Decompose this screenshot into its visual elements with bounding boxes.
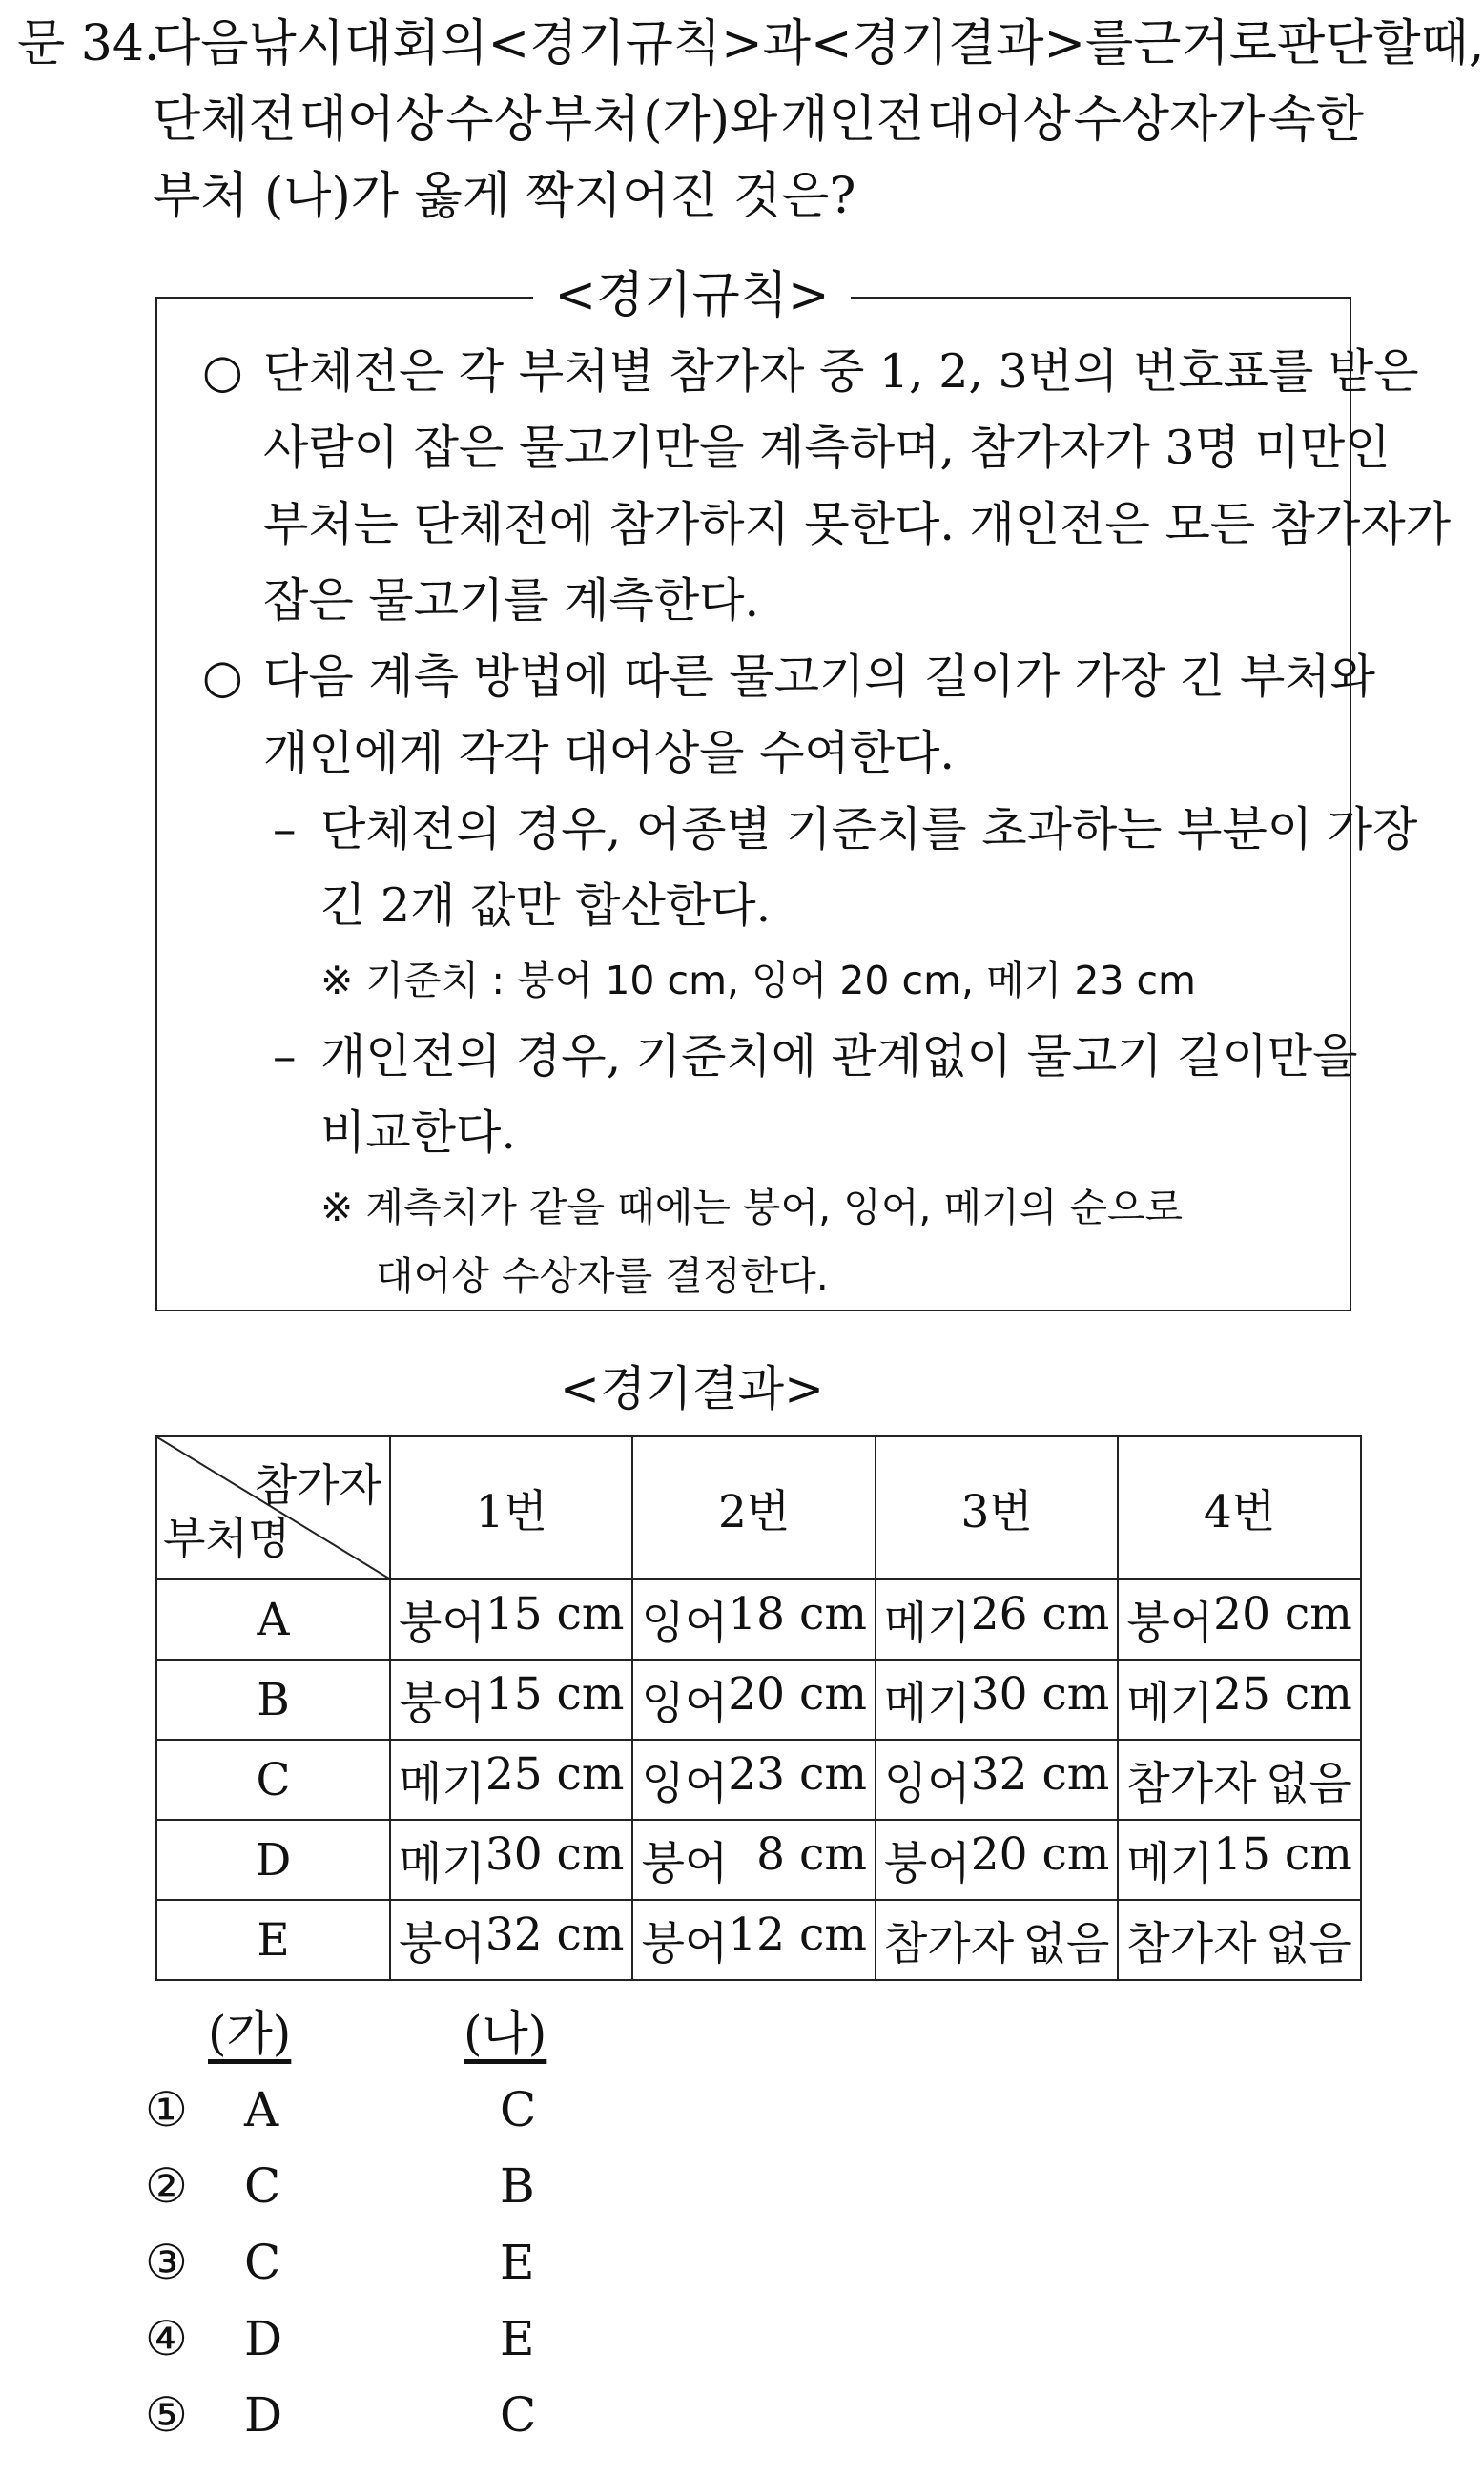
result-cell (632, 1900, 875, 1980)
answer-head-a: (가) (208, 2006, 292, 2061)
tie-note: 대어상 수상자를 결정한다. (376, 1253, 829, 1299)
result-cell (1118, 1820, 1360, 1900)
fish-length: 없음 (1266, 1757, 1352, 1810)
table-row (156, 1900, 1361, 1980)
tie-note: ※ 계측치가 같을 때에는 붕어, 잉어, 메기의 순으로 (320, 1185, 1184, 1230)
fish-species: 메기 (399, 1837, 485, 1890)
option-number[interactable]: ① (145, 2082, 188, 2137)
rule-line: 사람이 잡은 물고기만을 계측하며, 참가자가 3명 미만인 (263, 421, 1391, 475)
result-cell (876, 1579, 1118, 1660)
result-cell (876, 1820, 1118, 1900)
question-word: (가)와 (643, 92, 778, 149)
question-word: 근거로 (1133, 15, 1277, 72)
fish-length: 없음 (1266, 1917, 1352, 1970)
fish-species: 메기 (883, 1677, 971, 1730)
rules-title: <경기규칙> (0, 269, 1384, 322)
fish-species: 참가자 (883, 1917, 1015, 1970)
fish-species: 참가자 (1126, 1917, 1257, 1970)
option-value-a: D (244, 2311, 283, 2366)
fish-length: 15 cm (1213, 1827, 1352, 1881)
fish-length: 30 cm (970, 1667, 1110, 1721)
question-word: 낚시대회의 (248, 15, 488, 72)
option-number[interactable]: ⑤ (145, 2387, 188, 2443)
fish-species: 잉어 (641, 1597, 729, 1650)
result-cell (390, 1579, 632, 1660)
question-word: 판단할 (1276, 15, 1421, 72)
question-word: 개인전 (780, 92, 924, 149)
department-name: B (156, 1660, 390, 1740)
rule-line: 비교한다. (320, 1105, 516, 1160)
department-name: A (156, 1579, 390, 1660)
rule-line: 개인전의 경우, 기준치에 관계없이 물고기 길이만을 (320, 1029, 1358, 1083)
result-cell (876, 1740, 1118, 1820)
fish-length: 8 cm (756, 1827, 867, 1881)
table-row (156, 1660, 1361, 1740)
question-word: 대어상 (299, 92, 443, 149)
result-cell (1118, 1660, 1360, 1740)
fish-species: 붕어 (883, 1837, 971, 1890)
bullet-marker: ○ (202, 344, 243, 399)
option-value-a: C (244, 2235, 281, 2290)
rule-line: 단체전의 경우, 어종별 기준치를 초과하는 부분이 가장 (320, 802, 1418, 856)
results-table (155, 1435, 1362, 1981)
column-header: 3번 (876, 1436, 1118, 1579)
question-line-1 (153, 15, 1484, 72)
question-word: 수상 (445, 92, 542, 149)
department-name: C (156, 1740, 390, 1820)
result-cell (632, 1660, 875, 1740)
answer-head-b: (나) (464, 2006, 547, 2061)
fish-species: 잉어 (641, 1757, 729, 1810)
question-word: <경기결과>를 (810, 15, 1134, 72)
results-title: <경기결과> (560, 1361, 824, 1416)
fish-length: 18 cm (728, 1587, 867, 1640)
result-cell (390, 1660, 632, 1740)
fish-species: 붕어 (1126, 1597, 1214, 1650)
question-word: 때, (1420, 15, 1484, 72)
option-value-a: A (244, 2082, 279, 2137)
option-number[interactable]: ③ (145, 2235, 188, 2290)
fish-species: 붕어 (399, 1597, 485, 1650)
question-word: <경기규칙>과 (487, 15, 811, 72)
rule-line: 부처는 단체전에 참가하지 못한다. 개인전은 모든 참가자가 (263, 497, 1452, 551)
question-line-2 (153, 93, 1364, 147)
question-word: 속한 (1268, 92, 1364, 149)
result-cell (1118, 1900, 1360, 1980)
question-word: 다음 (153, 15, 249, 72)
fish-length: 20 cm (728, 1667, 867, 1721)
dash-marker: – (273, 1029, 297, 1083)
fish-species: 붕어 (641, 1837, 729, 1890)
result-cell (632, 1740, 875, 1820)
fish-length: 12 cm (728, 1908, 867, 1961)
question-word: 부처 (544, 92, 641, 149)
result-cell (632, 1820, 875, 1900)
dash-marker: – (273, 802, 297, 856)
corner-cell (156, 1436, 390, 1579)
result-cell (632, 1579, 875, 1660)
fish-length: 30 cm (484, 1827, 625, 1881)
fish-species: 잉어 (641, 1677, 729, 1730)
option-number[interactable]: ④ (145, 2311, 188, 2366)
question-word: 수상자가 (1073, 92, 1266, 149)
result-cell (1118, 1740, 1360, 1820)
column-header: 2번 (632, 1436, 875, 1579)
fish-species: 붕어 (399, 1677, 485, 1730)
option-value-b: B (500, 2158, 535, 2214)
fish-species: 붕어 (641, 1917, 729, 1970)
option-value-b: E (500, 2311, 535, 2366)
result-cell (390, 1900, 632, 1980)
result-cell (390, 1740, 632, 1820)
column-header: 4번 (1118, 1436, 1360, 1579)
department-name: E (156, 1900, 390, 1980)
rule-line: 단체전은 각 부처별 참가자 중 1, 2, 3번의 번호표를 받은 (263, 344, 1419, 399)
fish-length: 20 cm (1213, 1587, 1352, 1640)
corner-department-label: 부처명 (163, 1513, 291, 1564)
table-row (156, 1740, 1361, 1820)
rule-line: 다음 계측 방법에 따른 물고기의 길이가 가장 긴 부처와 (263, 650, 1375, 704)
department-name: D (156, 1820, 390, 1900)
column-header: 1번 (390, 1436, 632, 1579)
fish-length: 23 cm (728, 1747, 867, 1801)
option-value-b: C (500, 2082, 537, 2137)
result-cell (876, 1660, 1118, 1740)
option-value-a: D (244, 2387, 283, 2443)
fish-species: 잉어 (883, 1757, 971, 1810)
rule-line: 긴 2개 값만 합산한다. (320, 878, 772, 933)
fish-species: 참가자 (1126, 1757, 1257, 1810)
fish-species: 메기 (1126, 1837, 1214, 1890)
rule-line: 잡은 물고기를 계측한다. (263, 573, 760, 628)
question-word: 단체전 (153, 92, 297, 149)
fish-species: 메기 (399, 1757, 485, 1810)
fish-species: 메기 (1126, 1677, 1214, 1730)
question-line-3: 부처 (나)가 옳게 짝지어진 것은? (153, 168, 856, 225)
result-cell (1118, 1579, 1360, 1660)
fish-length: 15 cm (484, 1667, 625, 1721)
fish-length: 26 cm (970, 1587, 1110, 1640)
fish-species: 메기 (883, 1597, 971, 1650)
table-header-row (156, 1436, 1361, 1579)
fish-species: 붕어 (399, 1917, 485, 1970)
question-word: 대어상 (926, 92, 1071, 149)
standard-note: ※ 기준치 : 붕어 10 cm, 잉어 20 cm, 메기 23 cm (320, 958, 1197, 1003)
table-row (156, 1820, 1361, 1900)
fish-length: 20 cm (970, 1827, 1110, 1881)
result-cell (876, 1900, 1118, 1980)
fish-length: 25 cm (484, 1747, 625, 1801)
option-value-b: C (500, 2387, 537, 2443)
option-number[interactable]: ② (145, 2158, 188, 2214)
fish-length: 15 cm (484, 1587, 625, 1640)
option-value-a: C (244, 2158, 281, 2214)
question-number: 문 34. (17, 15, 160, 72)
option-value-b: E (500, 2235, 535, 2290)
fish-length: 25 cm (1213, 1667, 1352, 1721)
fish-length: 32 cm (970, 1747, 1110, 1801)
fish-length: 없음 (1022, 1917, 1110, 1970)
rule-line: 개인에게 각각 대어상을 수여한다. (263, 726, 955, 780)
result-cell (390, 1820, 632, 1900)
bullet-marker: ○ (202, 650, 243, 704)
fish-length: 32 cm (484, 1908, 625, 1961)
table-row (156, 1579, 1361, 1660)
corner-participant-label: 참가자 (254, 1459, 381, 1511)
